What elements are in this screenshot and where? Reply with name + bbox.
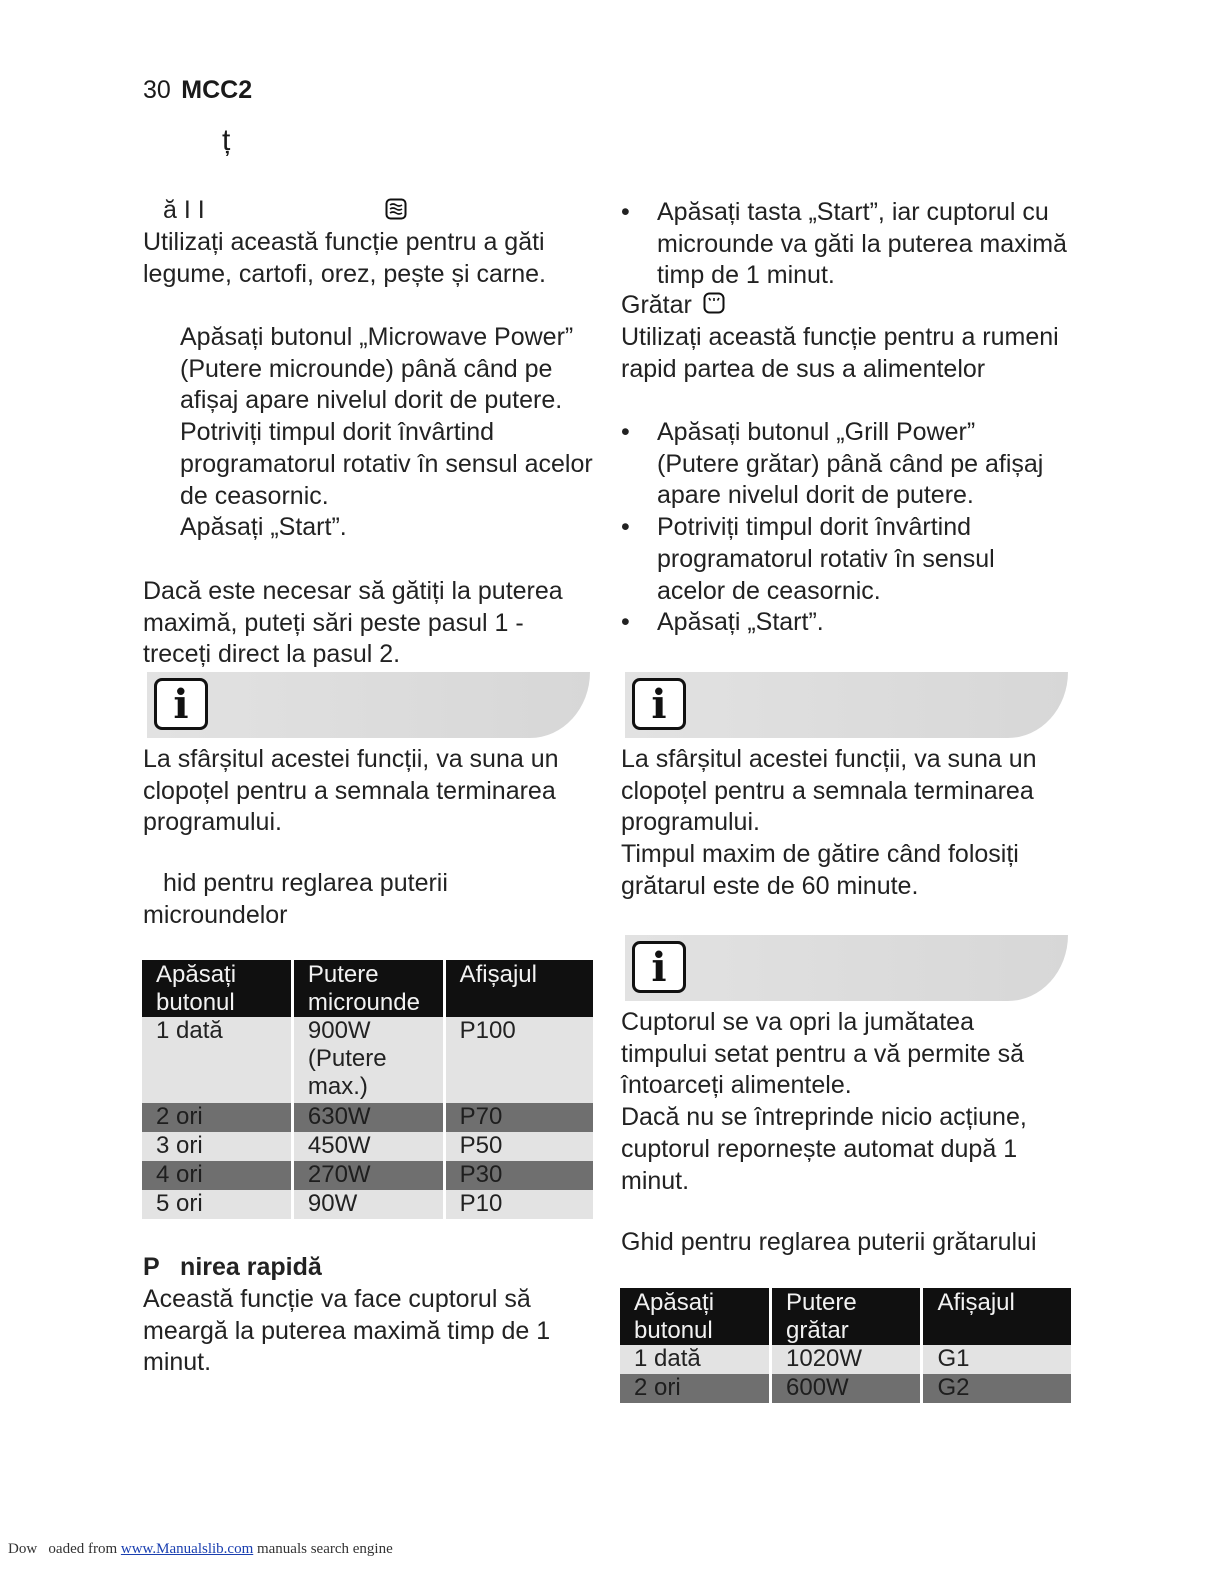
microwave-step: Potriviți timpul dorit învârtind programatorul rotativ în sensul acelor de ceasornic. [180, 418, 593, 510]
list-item: • Potriviți timpul dorit învârtind programatorul rotativ în sensul acelor de ceasornic. [621, 512, 1061, 607]
table-row [620, 1345, 1073, 1374]
table-cell: P30 [444, 1161, 594, 1190]
table-cell: 2 ori [142, 1103, 292, 1132]
table-cell: 3 ori [142, 1132, 292, 1161]
table-header: Apăsați butonul [142, 960, 292, 1017]
grill-icon [703, 292, 725, 314]
grill-power-table [620, 1288, 1074, 1403]
table-header: Putere microunde [292, 960, 444, 1017]
microwave-step: Apăsați „Start”. [180, 513, 347, 542]
start-bullet-list [621, 197, 1071, 292]
grill-heading [621, 290, 725, 322]
table-cell: 270W [292, 1161, 444, 1190]
guide-title-line: hid pentru reglarea puterii [163, 869, 448, 897]
manualslib-link[interactable]: www.Manualslib.com [120, 1541, 254, 1557]
info-paragraph: Cuptorul se va opri la jumătatea timpului setat pentru a vă permite să întoarceți alimentele. [621, 1008, 1024, 1100]
table-cell: 600W [771, 1374, 922, 1403]
footer-suffix: manuals search engine [256, 1541, 393, 1557]
table-cell: 4 ori [142, 1161, 292, 1190]
model-name: MCC2 [181, 76, 253, 104]
table-row [142, 1161, 595, 1190]
table-header: Apăsați butonul [620, 1288, 771, 1345]
table-cell: 5 ori [142, 1190, 292, 1219]
info-banner [625, 672, 1068, 738]
list-item: • Apăsați „Start”. [621, 607, 1061, 639]
grill-guide-title: Ghid pentru reglarea puterii grătarului [621, 1228, 1037, 1256]
table-cell: 450W [292, 1132, 444, 1161]
guide-title-line: microundelor [143, 900, 288, 929]
info-text: La sfârșitul acestei funcții, va suna un clopoțel pentru a semnala terminarea programului. [143, 745, 559, 837]
section-title-fragment: ț [222, 124, 231, 157]
microwave-steps [180, 322, 600, 544]
info-paragraph: Dacă nu se întreprinde nicio acțiune, cuptorul repornește automat după 1 minut. [621, 1103, 1027, 1195]
info-text [621, 1007, 1061, 1197]
info-icon: i [632, 941, 686, 993]
table-header: Afișajul [922, 1288, 1073, 1345]
table-header-row [620, 1288, 1073, 1345]
list-item: • Apăsați butonul „Grill Power” (Putere grătar) până când pe afișaj apare nivelul dorit de putere. [621, 417, 1061, 512]
page-number: 30 [143, 76, 171, 104]
grill-steps [621, 417, 1061, 639]
table-cell: G2 [922, 1374, 1073, 1403]
quick-start-title: P nirea rapidă [143, 1253, 322, 1281]
info-banner [625, 935, 1068, 1001]
info-paragraph: Timpul maxim de gătire când folosiți grătarul este de 60 minute. [621, 840, 1019, 900]
microwave-intro: Utilizați această funcție pentru a găti legume, cartofi, orez, pește și carne. [143, 228, 546, 288]
table-cell: 90W [292, 1190, 444, 1219]
microwave-step: Apăsați butonul „Microwave Power” (Putere microunde) până când pe afișaj apare nivelul dorit de putere. [180, 323, 574, 415]
table-row [142, 1190, 595, 1219]
grill-heading-text: Grătar [621, 291, 692, 319]
table-row [142, 1103, 595, 1132]
table-cell: 1 dată [142, 1017, 292, 1103]
table-row [142, 1017, 595, 1103]
table-cell: 1020W [771, 1345, 922, 1374]
table-cell: 900W (Putere max.) [292, 1017, 444, 1103]
table-row [142, 1132, 595, 1161]
table-header: Putere grătar [771, 1288, 922, 1345]
info-banner [147, 672, 590, 738]
info-text [621, 744, 1061, 903]
info-icon: i [154, 678, 208, 730]
table-cell: P10 [444, 1190, 594, 1219]
info-icon: i [632, 678, 686, 730]
table-cell: 630W [292, 1103, 444, 1132]
table-cell: G1 [922, 1345, 1073, 1374]
microwave-heading [163, 195, 205, 227]
table-header: Afișajul [444, 960, 594, 1017]
page-header [143, 76, 252, 105]
microwave-heading-text: ă I I [163, 196, 205, 224]
grill-intro: Utilizați această funcție pentru a rumeni rapid partea de sus a alimentelor [621, 323, 1059, 383]
table-header-row [142, 960, 595, 1017]
microwave-icon [385, 198, 407, 220]
table-cell: P50 [444, 1132, 594, 1161]
quick-start-text: Această funcție va face cuptorul să meargă la puterea maximă timp de 1 minut. [143, 1285, 551, 1377]
list-item: • Apăsați tasta „Start”, iar cuptorul cu microunde va găti la puterea maximă timp de 1 minut. [621, 197, 1071, 292]
table-cell: P70 [444, 1103, 594, 1132]
table-cell: 2 ori [620, 1374, 771, 1403]
info-paragraph: La sfârșitul acestei funcții, va suna un clopoțel pentru a semnala terminarea programului. [621, 745, 1037, 837]
microwave-power-table [142, 960, 596, 1219]
max-power-note: Dacă este necesar să gătiți la puterea maximă, puteți sări peste pasul 1 - treceți direct la pasul 2. [143, 577, 563, 669]
table-row [620, 1374, 1073, 1403]
footer-prefix: Dow oaded from [8, 1541, 118, 1557]
table-cell: P100 [444, 1017, 594, 1103]
table-cell: 1 dată [620, 1345, 771, 1374]
download-footer [8, 1541, 393, 1558]
microwave-guide-title [143, 868, 583, 931]
